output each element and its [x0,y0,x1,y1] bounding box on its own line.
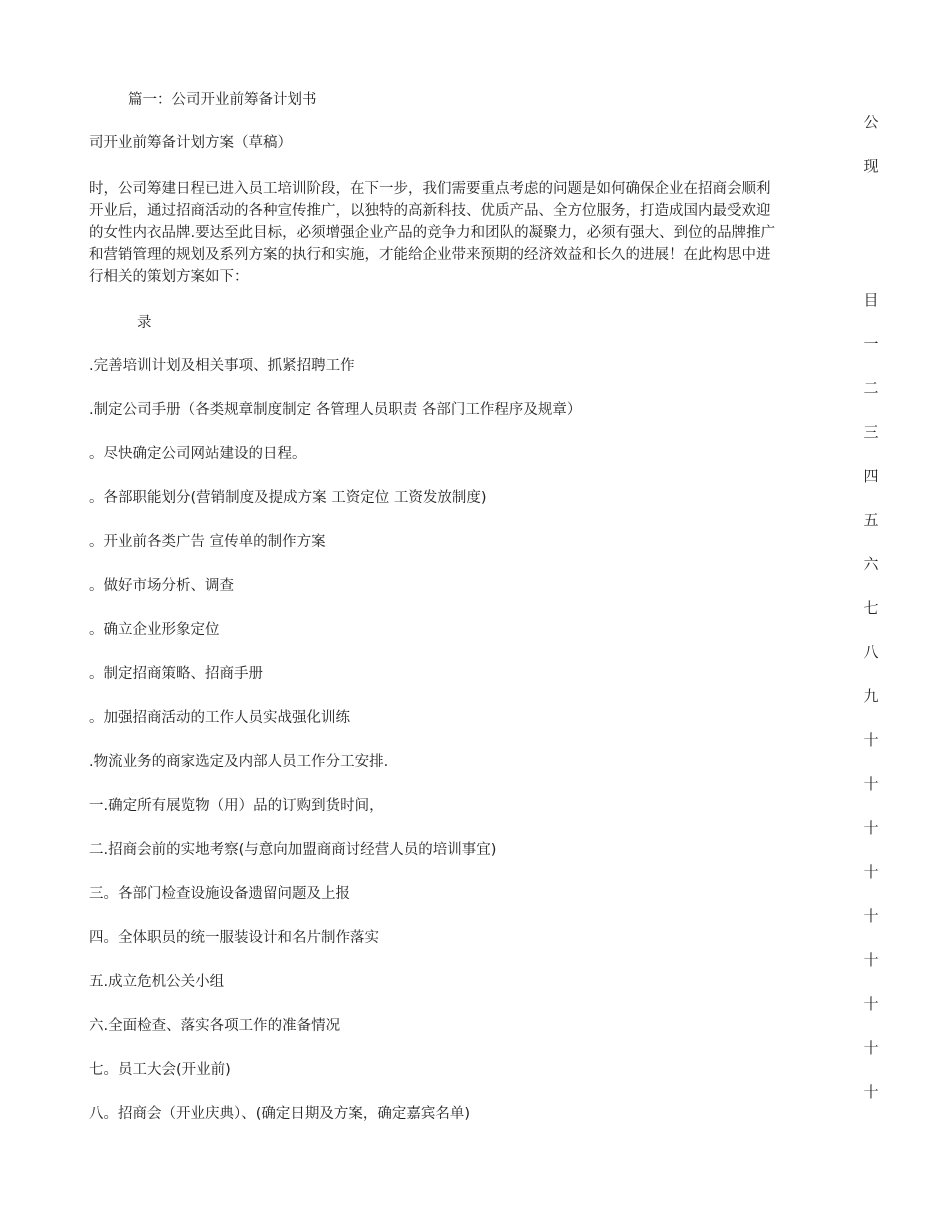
toc-item: 。尽快确定公司网站建设的日程。 [89,446,307,462]
side-char: 七 [863,599,879,617]
toc-item: 四。全体职员的统一服装设计和名片制作落实 [89,930,379,946]
toc-item: 三。各部门检查设施设备遗留问题及上报 [89,886,350,902]
side-char: 一 [863,335,879,353]
toc-item: 五.成立危机公关小组 [89,974,225,990]
side-char: 十 [863,1083,879,1101]
toc-item: 七。员工大会(开业前) [89,1062,231,1078]
side-char: 目 [863,291,879,309]
toc-item: 。做好市场分析、调查 [89,578,234,594]
document-heading: 篇一：公司开业前筹备计划书 [128,92,317,108]
side-char: 六 [863,555,879,573]
side-char: 二 [863,379,879,397]
side-char: 十 [863,863,879,881]
toc-item: 六.全面检查、落实各项工作的准备情况 [89,1018,341,1034]
side-char: 十 [863,1039,879,1057]
toc-item: 。确立企业形象定位 [89,622,220,638]
intro-line: 的女性内衣品牌.要达至此目标，必须增强企业产品的竞争力和团队的凝聚力，必须有强大、到位的品牌推广 [89,225,776,241]
side-char: 现 [863,157,879,175]
intro-line: 和营销管理的规划及系列方案的执行和实施，才能给企业带来预期的经济效益和长久的进展！在此构思中进 [89,247,771,263]
side-char: 十 [863,775,879,793]
intro-line: 行相关的策划方案如下： [89,269,249,285]
toc-item: 。各部职能划分(营销制度及提成方案 工资定位 工资发放制度) [89,490,487,506]
toc-item: 二.招商会前的实地考察(与意向加盟商商讨经营人员的培训事宜) [89,842,497,858]
intro-paragraph [89,178,861,288]
side-char: 十 [863,731,879,749]
side-char: 五 [863,511,879,529]
toc-item: 。制定招商策略、招商手册 [89,666,263,682]
toc-list [89,356,581,1148]
side-char: 八 [863,643,879,661]
intro-line: 开业后，通过招商活动的各种宣传推广，以独特的高新科技、优质产品、全方位服务，打造成国内最受欢迎 [89,203,771,219]
document-subtitle: 司开业前筹备计划方案（草稿） [89,135,292,151]
toc-item: 。加强招商活动的工作人员实战强化训练 [89,710,350,726]
side-char: 十 [863,951,879,969]
toc-item: .制定公司手册（各类规章制度制定 各管理人员职责 各部门工作程序及规章） [89,402,582,418]
intro-line: 时，公司筹建日程已进入员工培训阶段，在下一步，我们需要重点考虑的问题是如何确保企业在招商会顺利 [89,181,771,197]
toc-item: 八。招商会（开业庆典）、(确定日期及方案，确定嘉宾名单) [89,1106,471,1122]
side-column [858,0,884,1230]
toc-item: .完善培训计划及相关事项、抓紧招聘工作 [89,358,355,374]
side-char: 十 [863,907,879,925]
toc-item: .物流业务的商家选定及内部人员工作分工安排. [89,754,389,770]
toc-item: 。开业前各类广告 宣传单的制作方案 [89,534,326,550]
side-char: 四 [863,467,879,485]
side-char: 三 [863,423,879,441]
side-char: 公 [863,113,879,131]
side-char: 十 [863,995,879,1013]
toc-title: 录 [137,315,152,331]
side-char: 十 [863,819,879,837]
toc-item: 一.确定所有展览物（用）品的订购到货时间， [89,798,384,814]
side-char: 九 [863,687,879,705]
